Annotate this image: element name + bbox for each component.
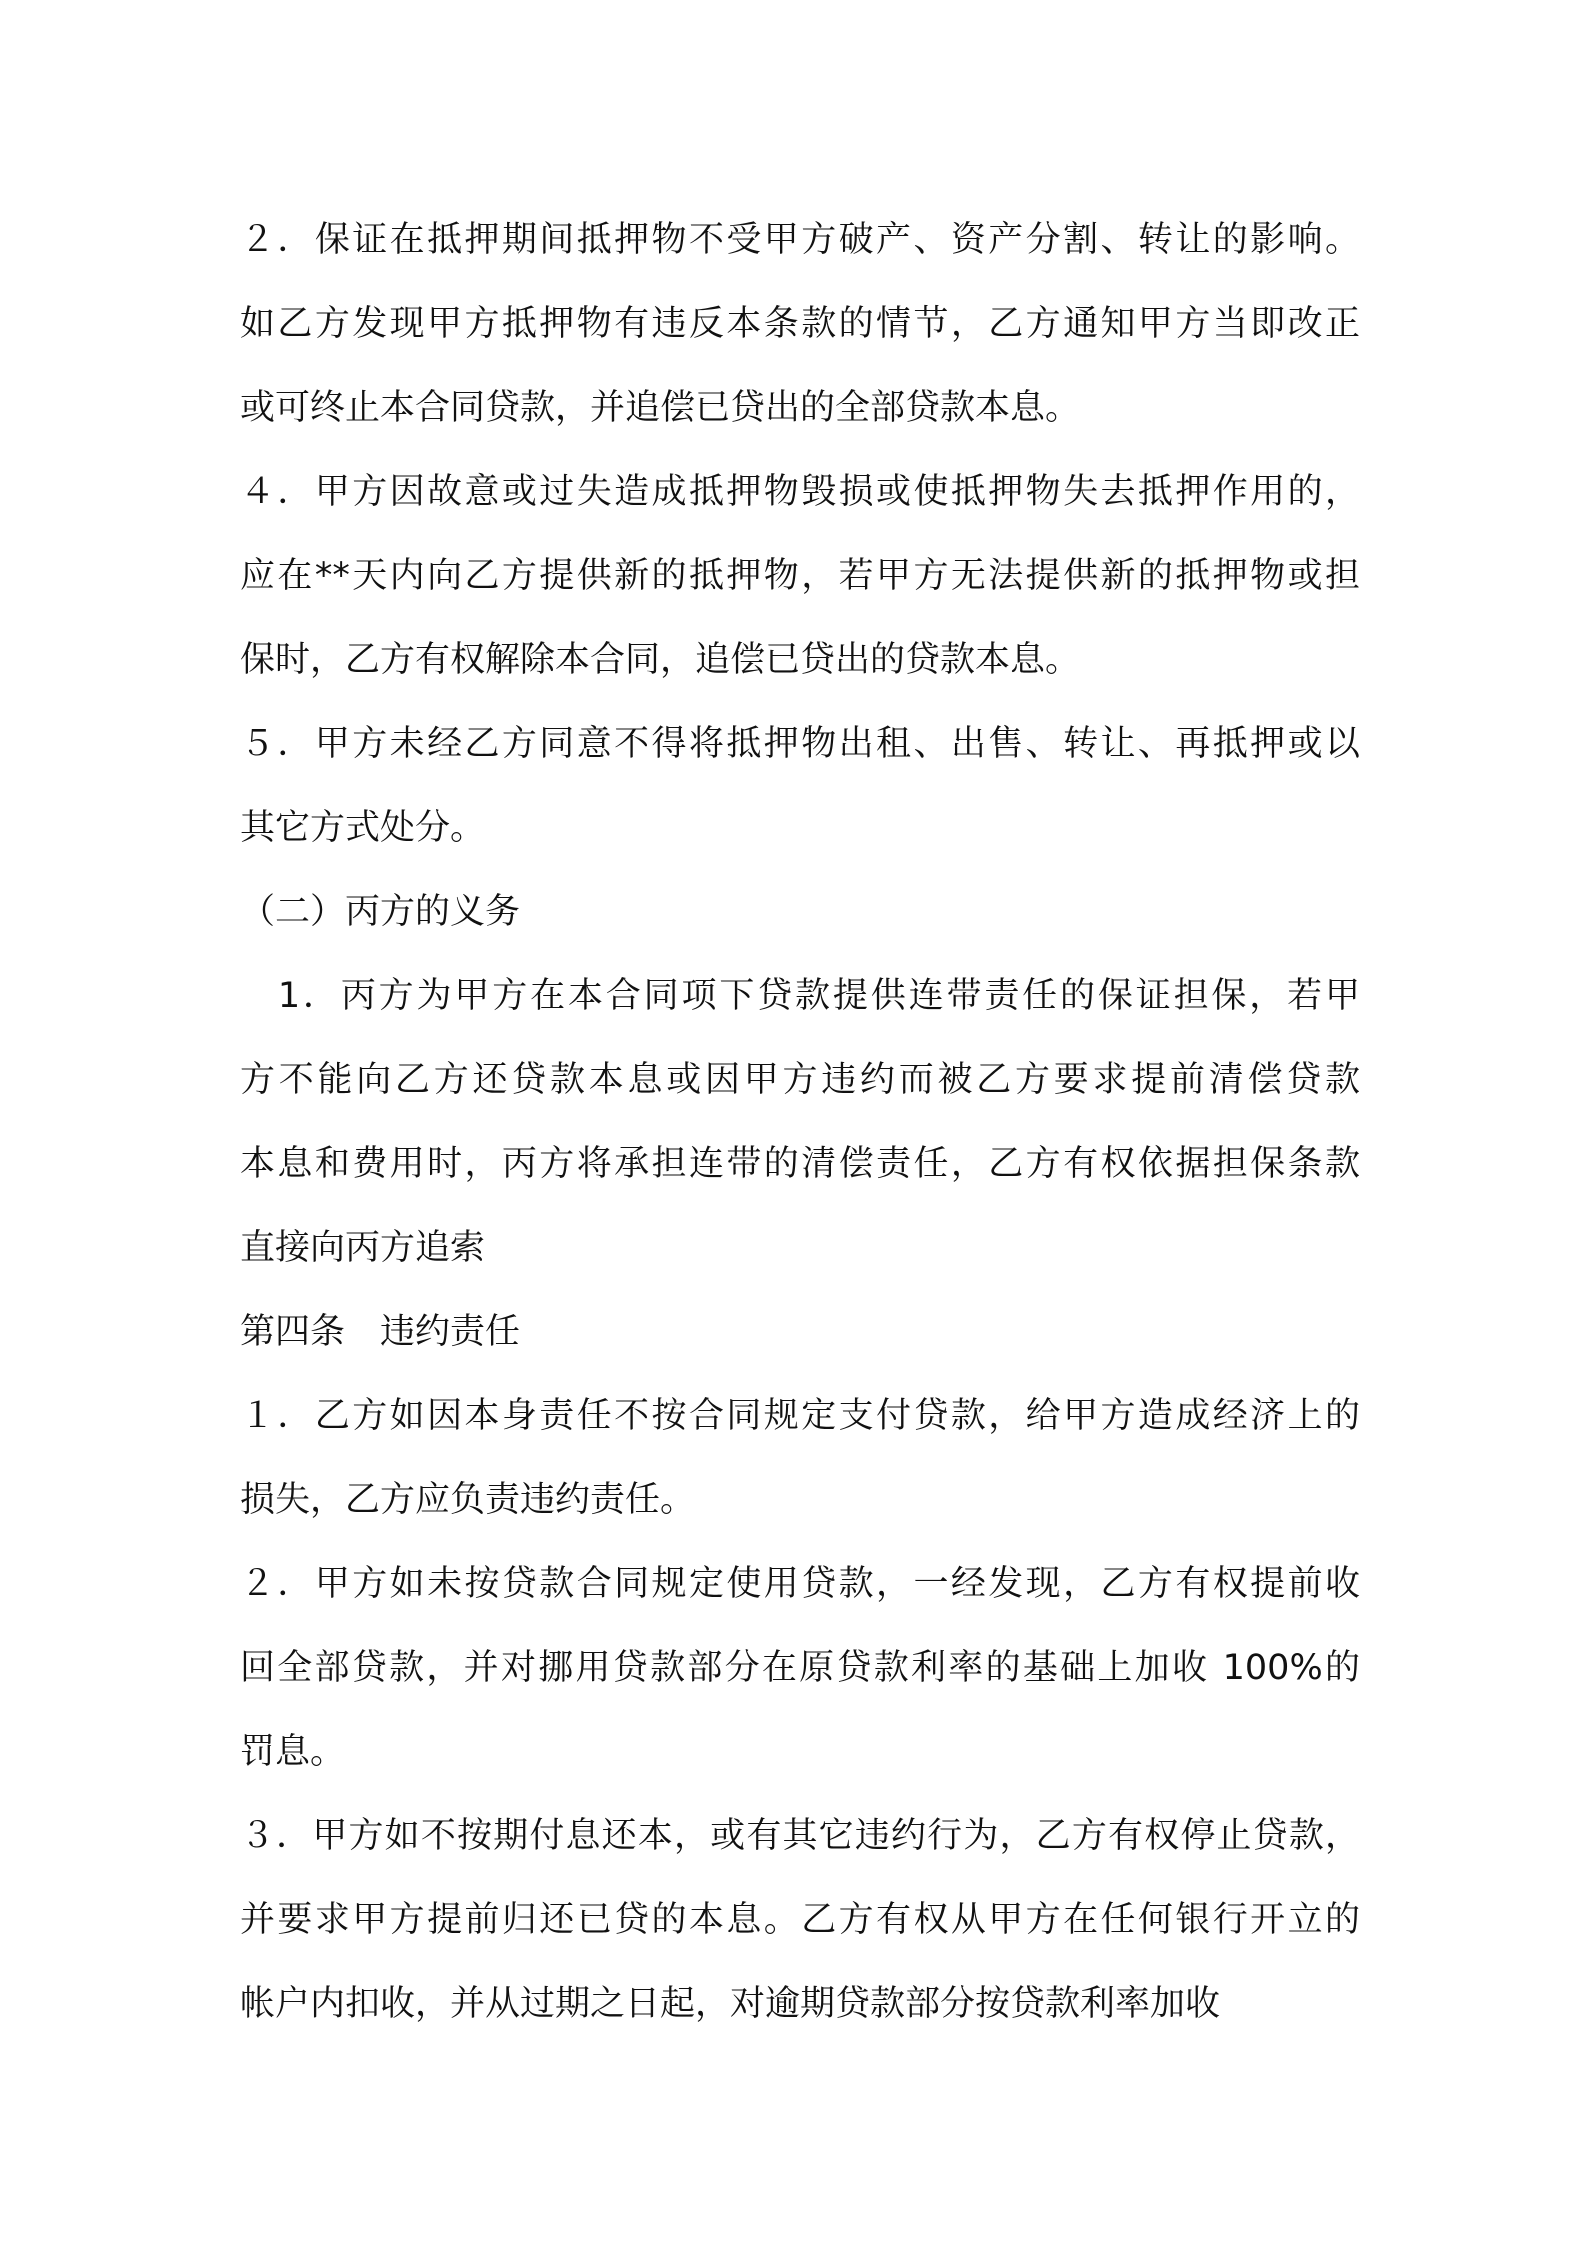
paragraph-line: 并要求甲方提前归还已贷的本息。乙方有权从甲方在任何银行开立的 bbox=[240, 1900, 1360, 1940]
paragraph-line: １．乙方如因本身责任不按合同规定支付贷款，给甲方造成经济上的 bbox=[240, 1396, 1360, 1436]
section-subheading: （二）丙方的义务 bbox=[240, 892, 521, 932]
paragraph-line: ２．甲方如未按贷款合同规定使用贷款，一经发现，乙方有权提前收 bbox=[240, 1564, 1360, 1604]
paragraph-line: 或可终止本合同贷款，并追偿已贷出的全部贷款本息。 bbox=[240, 388, 1081, 428]
paragraph-line: ５．甲方未经乙方同意不得将抵押物出租、出售、转让、再抵押或以 bbox=[240, 724, 1360, 764]
article-heading: 第四条 违约责任 bbox=[240, 1312, 521, 1352]
paragraph-line: 1．丙方为甲方在本合同项下贷款提供连带责任的保证担保，若甲 bbox=[240, 976, 1360, 1016]
paragraph-line: ４．甲方因故意或过失造成抵押物毁损或使抵押物失去抵押作用的， bbox=[240, 472, 1360, 512]
paragraph-line: 方不能向乙方还贷款本息或因甲方违约而被乙方要求提前清偿贷款 bbox=[240, 1060, 1360, 1100]
paragraph-line: 如乙方发现甲方抵押物有违反本条款的情节，乙方通知甲方当即改正 bbox=[240, 304, 1360, 344]
paragraph-line: ３．甲方如不按期付息还本，或有其它违约行为，乙方有权停止贷款， bbox=[240, 1816, 1360, 1856]
paragraph-line: ２．保证在抵押期间抵押物不受甲方破产、资产分割、转让的影响。 bbox=[240, 220, 1360, 260]
paragraph-line: 本息和费用时，丙方将承担连带的清偿责任，乙方有权依据担保条款 bbox=[240, 1144, 1360, 1184]
paragraph-line: 直接向丙方追索 bbox=[240, 1228, 486, 1268]
paragraph-line: 损失，乙方应负责违约责任。 bbox=[240, 1480, 696, 1520]
document-body bbox=[240, 198, 1360, 2046]
paragraph-line: 帐户内扣收，并从过期之日起，对逾期贷款部分按贷款利率加收 bbox=[240, 1984, 1221, 2024]
paragraph-line: 其它方式处分。 bbox=[240, 808, 486, 848]
paragraph-line: 保时，乙方有权解除本合同，追偿已贷出的贷款本息。 bbox=[240, 640, 1081, 680]
paragraph-line: 罚息。 bbox=[240, 1732, 346, 1772]
paragraph-line: 应在**天内向乙方提供新的抵押物，若甲方无法提供新的抵押物或担 bbox=[240, 556, 1360, 596]
paragraph-line: 回全部贷款，并对挪用贷款部分在原贷款利率的基础上加收 100%的 bbox=[240, 1648, 1360, 1688]
